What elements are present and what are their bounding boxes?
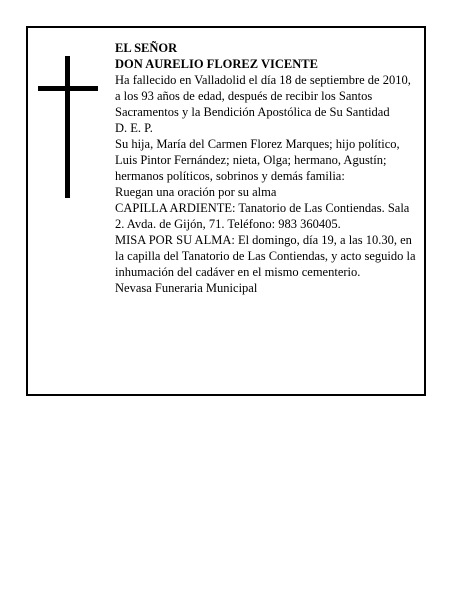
- chapel-info: [115, 200, 419, 232]
- obituary-notice: [26, 26, 426, 396]
- mass-label: MISA POR SU ALMA:: [115, 233, 235, 247]
- chapel-text: Tanatorio de Las Contiendas. Sala 2. Avda. de Gijón, 71. Teléfono: 983 360405.: [115, 201, 410, 231]
- death-announcement: Ha fallecido en Valladolid el día 18 de septiembre de 2010, a los 93 años de edad, después de recibir los Santos Sacramentos y la Bendición Apostólica de Su Santidad: [115, 73, 411, 119]
- title-line-1: EL SEÑOR: [115, 41, 178, 55]
- chapel-label: CAPILLA ARDIENTE:: [115, 201, 236, 215]
- cross-icon: [38, 56, 98, 198]
- family-list: Su hija, María del Carmen Florez Marques; hijo político, Luis Pintor Fernández; nieta, Olga; hermano, Agustín; hermanos políticos, sobrinos y demás familia:: [115, 137, 400, 183]
- deceased-name: DON AURELIO FLOREZ VICENTE: [115, 57, 318, 71]
- mass-text: El domingo, día 19, a las 10.30, en la capilla del Tanatorio de Las Contiendas, y acto seguido la inhumación del cadáver en el mismo cementerio.: [115, 233, 416, 279]
- rip-abbreviation: D. E. P.: [115, 121, 153, 135]
- notice-text: [115, 40, 419, 296]
- cross-vertical-bar: [65, 56, 70, 198]
- mass-info: [115, 232, 419, 280]
- prayer-request: Ruegan una oración por su alma: [115, 185, 277, 199]
- funeral-home: Nevasa Funeraria Municipal: [115, 281, 258, 295]
- cross-horizontal-bar: [38, 86, 98, 91]
